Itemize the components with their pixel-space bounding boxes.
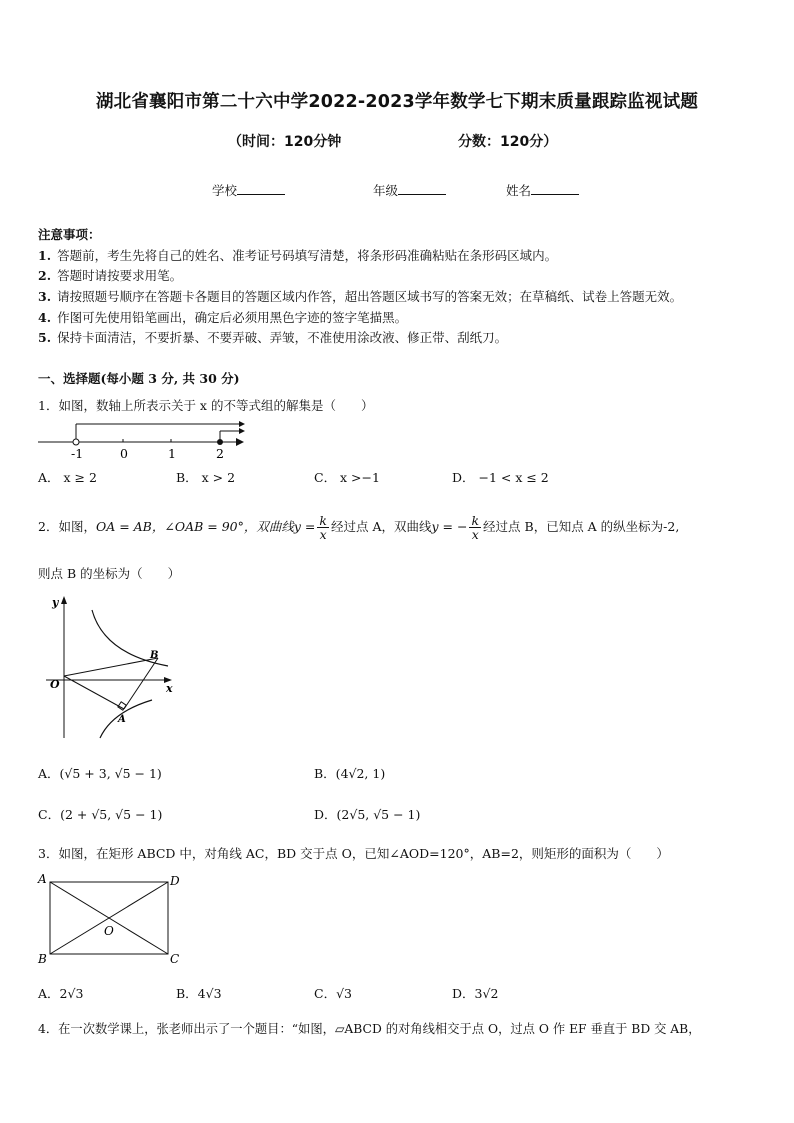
q2-stem-line2: 则点 B 的坐标为（ ） — [38, 566, 181, 581]
notice-item: 3. 请按照题号顺序在答题卡各题目的答题区域内作答，超出答题区域书写的答案无效；在草稿纸、试卷上答题无效。 — [38, 289, 683, 304]
svg-text:0: 0 — [120, 446, 128, 461]
q1-option-a: A． x ≥ 2 — [38, 470, 97, 485]
q3-rectangle-figure — [36, 870, 186, 966]
open-circle-icon — [73, 439, 79, 445]
name-label: 姓名 — [506, 183, 532, 198]
q3-option-b: B．4√3 — [176, 986, 222, 1001]
q3-option-c: C．√3 — [314, 986, 352, 1001]
svg-text:O: O — [104, 924, 114, 938]
exam-score: 分数：120分） — [458, 134, 558, 150]
q4-stem: 4．在一次数学课上，张老师出示了一个题目：“如图，▱ABCD 的对角线相交于点 O，过点 O 作 EF 垂直于 BD 交 AB， — [38, 1022, 701, 1036]
svg-text:A: A — [38, 872, 47, 886]
school-label: 学校 — [212, 183, 238, 198]
q3-option-a: A．2√3 — [38, 986, 84, 1001]
page-title: 湖北省襄阳市第二十六中学2022-2023学年数学七下期末质量跟踪监视试题 — [95, 92, 699, 112]
school-field — [212, 181, 285, 199]
q3-option-d: D．3√2 — [452, 986, 499, 1001]
q3-stem: 3．如图，在矩形 ABCD 中，对角线 AC，BD 交于点 O，已知∠AOD=120°，AB=2，则矩形的面积为（ ） — [38, 846, 669, 861]
q1-stem: 1．如图，数轴上所表示关于 x 的不等式组的解集是（ ） — [38, 398, 374, 413]
notice-item: 1. 答题前，考生先将自己的姓名、准考证号码填写清楚，将条形码准确粘贴在条形码区域内。 — [38, 248, 558, 263]
q1-option-b: B． x > 2 — [176, 470, 236, 485]
notice-item: 4. 作图可先使用铅笔画出，确定后必须用黑色字迹的签字笔描黑。 — [38, 310, 408, 325]
q2-stem-line1: 2．如图，OA = AB，∠OAB = 90°，双曲线y = $\frac{k}{x}$ 经过点 A，双曲线y = − $\frac{k}{x}$ 经过点 B，已知点 A 的纵坐标为-2, — [38, 513, 680, 542]
q1-option-c: C． x >−1 — [314, 470, 380, 485]
name-field — [506, 181, 579, 199]
q1-number-line — [36, 418, 246, 462]
q2-option-d: D．(2√5, √5 − 1) — [314, 807, 421, 822]
svg-text:B: B — [38, 952, 47, 966]
name-blank — [531, 182, 579, 195]
svg-text:C: C — [170, 952, 180, 966]
q2-option-a: A．(√5 + 3, √5 − 1) — [38, 766, 162, 781]
grade-label: 年级 — [373, 183, 399, 198]
q2-hyperbola-figure — [44, 592, 179, 742]
notice-item: 2. 答题时请按要求用笔。 — [38, 268, 183, 283]
filled-circle-icon — [217, 439, 223, 445]
svg-text:-1: -1 — [71, 446, 84, 461]
school-blank — [237, 182, 285, 195]
svg-text:D: D — [170, 874, 180, 888]
grade-field — [373, 181, 446, 199]
svg-text:y: y — [52, 596, 59, 609]
section-heading: 一、选择题(每小题 3 分, 共 30 分) — [38, 371, 240, 386]
q2-option-c: C．(2 + √5, √5 − 1) — [38, 807, 163, 822]
svg-text:A: A — [118, 714, 126, 725]
q2-option-b: B．(4√2, 1) — [314, 766, 386, 781]
svg-text:B: B — [150, 650, 159, 661]
svg-text:x: x — [166, 682, 173, 695]
svg-text:2: 2 — [216, 446, 224, 461]
notice-heading: 注意事项： — [38, 227, 101, 242]
svg-text:O: O — [50, 678, 60, 691]
grade-blank — [398, 182, 446, 195]
q1-option-d: D． −1 < x ≤ 2 — [452, 470, 549, 485]
exam-time: （时间：120分钟 — [228, 134, 342, 150]
svg-text:1: 1 — [168, 446, 176, 461]
notice-item: 5. 保持卡面清洁，不要折暴、不要弄破、弄皱，不准使用涂改液、修正带、刮纸刀。 — [38, 330, 508, 345]
